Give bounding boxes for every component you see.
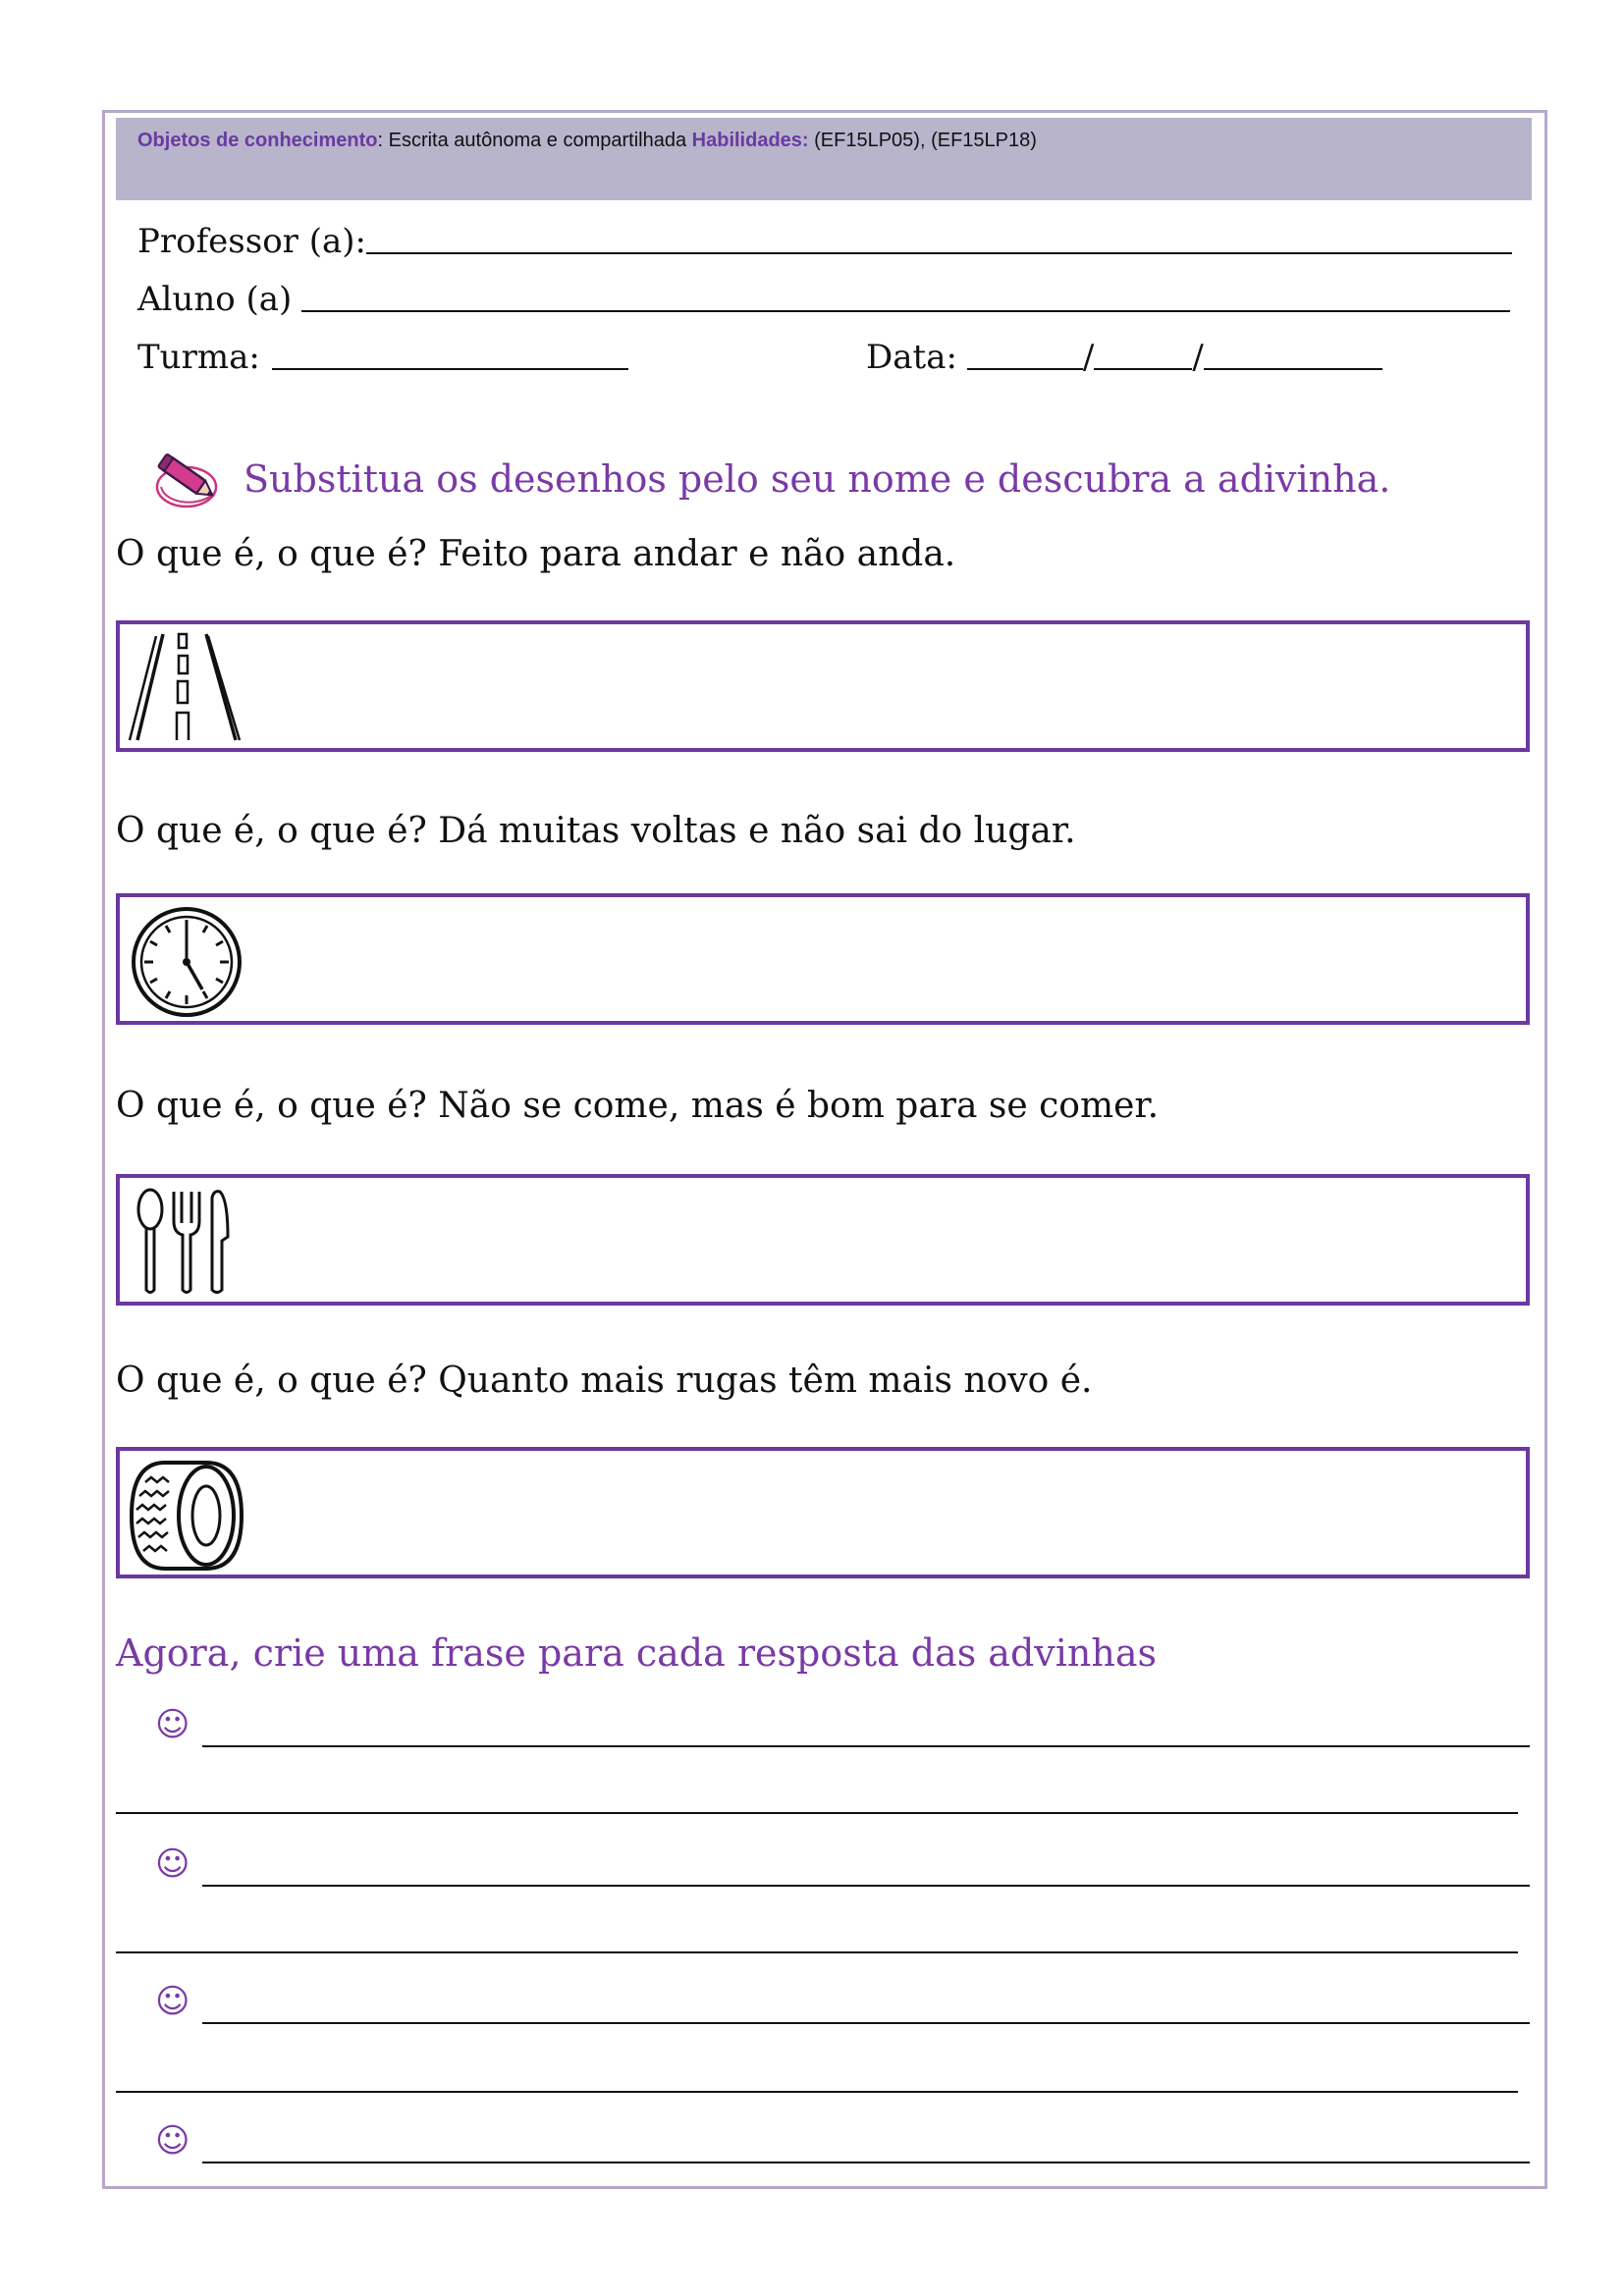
date-separator: /: [1192, 338, 1204, 377]
aluno-label: Aluno (a): [137, 280, 293, 319]
turma-line[interactable]: [272, 368, 628, 370]
habilidades-label: Habilidades:: [691, 130, 809, 151]
data-field[interactable]: [866, 334, 1382, 377]
smiley-icon: ☺: [155, 1844, 190, 1884]
answer-box-2[interactable]: [116, 893, 1530, 1025]
instruction-text: Substitua os desenhos pelo seu nome e descubra a adivinha.: [244, 457, 1391, 501]
sentence-3-line[interactable]: [202, 2022, 1530, 2024]
sentence-4-line[interactable]: [202, 2162, 1530, 2163]
month-line[interactable]: [1094, 368, 1192, 370]
riddle-4-text: O que é, o que é? Quanto mais rugas têm mais novo é.: [116, 1361, 1093, 1401]
habilidades-value: (EF15LP05), (EF15LP18): [808, 130, 1037, 151]
objetos-label: Objetos de conhecimento: [137, 130, 378, 151]
tire-icon: [126, 1457, 244, 1573]
cutlery-icon: [126, 1184, 244, 1300]
data-label: Data:: [866, 338, 957, 377]
clock-icon: [126, 903, 244, 1019]
sentence-1-continuation-line[interactable]: [116, 1812, 1518, 1814]
sentence-2-line[interactable]: [202, 1885, 1530, 1887]
professor-field[interactable]: [137, 218, 1512, 261]
year-line[interactable]: [1204, 368, 1382, 370]
sentences-title: Agora, crie uma frase para cada resposta das advinhas: [116, 1631, 1157, 1675]
sentence-3-continuation-line[interactable]: [116, 2091, 1518, 2093]
day-line[interactable]: [967, 368, 1083, 370]
smiley-icon: ☺: [155, 1982, 190, 2021]
answer-box-4[interactable]: [116, 1447, 1530, 1578]
page-frame: [102, 110, 1547, 2189]
aluno-line[interactable]: [301, 310, 1510, 312]
road-icon: [126, 630, 244, 746]
header-band: [116, 118, 1532, 200]
instruction: [153, 448, 1390, 510]
answer-box-3[interactable]: [116, 1174, 1530, 1306]
aluno-field[interactable]: [137, 276, 1510, 319]
smiley-icon: ☺: [155, 2121, 190, 2161]
sentence-2-continuation-line[interactable]: [116, 1951, 1518, 1953]
date-separator: /: [1082, 338, 1095, 377]
riddle-3-text: O que é, o que é? Não se come, mas é bom para se comer.: [116, 1086, 1160, 1126]
pencil-icon: [153, 448, 222, 510]
sentence-1-line[interactable]: [202, 1745, 1530, 1747]
turma-field[interactable]: [137, 334, 628, 377]
professor-line[interactable]: [366, 252, 1512, 254]
objetos-value: : Escrita autônoma e compartilhada: [377, 130, 692, 151]
riddle-2-text: O que é, o que é? Dá muitas voltas e não sai do lugar.: [116, 811, 1076, 851]
answer-box-1[interactable]: [116, 620, 1530, 752]
turma-label: Turma:: [137, 338, 260, 377]
professor-label: Professor (a):: [137, 222, 366, 261]
smiley-icon: ☺: [155, 1705, 190, 1744]
riddle-1-text: O que é, o que é? Feito para andar e não anda.: [116, 534, 956, 574]
